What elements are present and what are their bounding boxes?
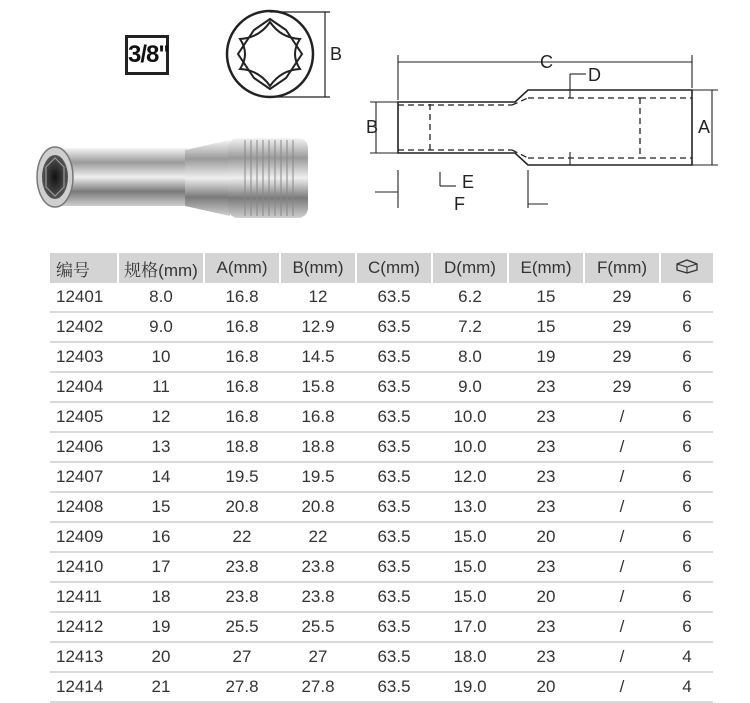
cell-b: 16.8 <box>280 402 356 432</box>
table-header-row <box>50 253 713 283</box>
cell-spec: 11 <box>118 372 204 402</box>
table-row <box>50 612 713 642</box>
cell-box-qty: 6 <box>660 522 713 552</box>
cell-c: 63.5 <box>356 432 432 462</box>
table-row <box>50 283 713 312</box>
cell-box-qty: 6 <box>660 432 713 462</box>
cell-d: 15.0 <box>432 582 508 612</box>
table-row <box>50 312 713 342</box>
cell-spec: 8.0 <box>118 283 204 312</box>
cell-c: 63.5 <box>356 522 432 552</box>
header-d: D(mm) <box>432 253 508 283</box>
cell-a: 23.8 <box>204 552 280 582</box>
cell-e: 15 <box>508 312 584 342</box>
cell-code: 12410 <box>50 552 118 582</box>
cell-code: 12411 <box>50 582 118 612</box>
cell-d: 10.0 <box>432 432 508 462</box>
cell-a: 16.8 <box>204 283 280 312</box>
cell-code: 12412 <box>50 612 118 642</box>
cell-f: / <box>584 522 660 552</box>
drive-size-badge: 3/8" <box>125 35 169 75</box>
cell-box-qty: 6 <box>660 283 713 312</box>
cell-c: 63.5 <box>356 312 432 342</box>
cell-f: 29 <box>584 312 660 342</box>
cell-code: 12403 <box>50 342 118 372</box>
header-code: 编号 <box>50 253 118 283</box>
cell-d: 7.2 <box>432 312 508 342</box>
table-row <box>50 372 713 402</box>
cell-b: 12.9 <box>280 312 356 342</box>
cell-e: 20 <box>508 672 584 702</box>
cell-spec: 19 <box>118 612 204 642</box>
cell-spec: 9.0 <box>118 312 204 342</box>
table-row <box>50 342 713 372</box>
cell-c: 63.5 <box>356 642 432 672</box>
cell-a: 23.8 <box>204 582 280 612</box>
cell-c: 63.5 <box>356 552 432 582</box>
cell-c: 63.5 <box>356 612 432 642</box>
cell-e: 23 <box>508 402 584 432</box>
cell-box-qty: 6 <box>660 402 713 432</box>
cell-d: 12.0 <box>432 462 508 492</box>
cell-spec: 16 <box>118 522 204 552</box>
cell-c: 63.5 <box>356 342 432 372</box>
cell-code: 12407 <box>50 462 118 492</box>
cell-code: 12401 <box>50 283 118 312</box>
header-f: F(mm) <box>584 253 660 283</box>
cell-e: 19 <box>508 342 584 372</box>
cell-e: 20 <box>508 582 584 612</box>
cell-d: 17.0 <box>432 612 508 642</box>
header-b: B(mm) <box>280 253 356 283</box>
cell-f: 29 <box>584 283 660 312</box>
cell-c: 63.5 <box>356 283 432 312</box>
cell-b: 15.8 <box>280 372 356 402</box>
table-row <box>50 522 713 552</box>
cell-b: 12 <box>280 283 356 312</box>
cell-code: 12405 <box>50 402 118 432</box>
cell-code: 12414 <box>50 672 118 702</box>
diagram-b-label: B <box>366 117 379 137</box>
dimension-lines <box>370 55 718 208</box>
cell-box-qty: 6 <box>660 492 713 522</box>
header-e: E(mm) <box>508 253 584 283</box>
cell-f: / <box>584 402 660 432</box>
cell-e: 23 <box>508 372 584 402</box>
cell-f: / <box>584 432 660 462</box>
dimension-diagram <box>0 0 750 245</box>
cell-e: 15 <box>508 283 584 312</box>
diagram-f-label: F <box>454 194 465 214</box>
cell-e: 23 <box>508 492 584 522</box>
cell-c: 63.5 <box>356 672 432 702</box>
cell-box-qty: 6 <box>660 582 713 612</box>
cell-code: 12404 <box>50 372 118 402</box>
cell-d: 10.0 <box>432 402 508 432</box>
diagram-a-label: A <box>698 117 711 137</box>
cell-code: 12406 <box>50 432 118 462</box>
cell-b: 25.5 <box>280 612 356 642</box>
cell-e: 23 <box>508 612 584 642</box>
diagram-c-label: C <box>540 52 553 72</box>
hex-b-label: B <box>330 44 343 64</box>
cell-a: 16.8 <box>204 342 280 372</box>
cell-d: 15.0 <box>432 522 508 552</box>
table-row <box>50 492 713 522</box>
cell-a: 16.8 <box>204 312 280 342</box>
cell-a: 16.8 <box>204 372 280 402</box>
diagram-e-label: E <box>462 172 475 192</box>
cell-spec: 15 <box>118 492 204 522</box>
header-a: A(mm) <box>204 253 280 283</box>
cell-b: 19.5 <box>280 462 356 492</box>
table-row <box>50 672 713 702</box>
cell-code: 12408 <box>50 492 118 522</box>
cell-b: 22 <box>280 522 356 552</box>
socket-outline <box>398 90 692 165</box>
cell-spec: 20 <box>118 642 204 672</box>
cell-a: 25.5 <box>204 612 280 642</box>
cell-c: 63.5 <box>356 492 432 522</box>
cell-b: 20.8 <box>280 492 356 522</box>
cell-d: 13.0 <box>432 492 508 522</box>
cell-spec: 17 <box>118 552 204 582</box>
cell-spec: 12 <box>118 402 204 432</box>
table-row <box>50 642 713 672</box>
cell-d: 19.0 <box>432 672 508 702</box>
cell-box-qty: 6 <box>660 552 713 582</box>
hidden-lines <box>398 98 692 158</box>
cell-spec: 18 <box>118 582 204 612</box>
cell-f: / <box>584 462 660 492</box>
cell-b: 23.8 <box>280 582 356 612</box>
cell-box-qty: 6 <box>660 342 713 372</box>
cell-f: 29 <box>584 372 660 402</box>
spec-table <box>50 253 713 703</box>
cell-f: / <box>584 612 660 642</box>
cell-e: 23 <box>508 432 584 462</box>
cell-a: 19.5 <box>204 462 280 492</box>
cell-box-qty: 6 <box>660 312 713 342</box>
header-box-qty <box>660 253 713 283</box>
cell-code: 12409 <box>50 522 118 552</box>
cell-e: 23 <box>508 552 584 582</box>
header-spec: 规格(mm) <box>118 253 204 283</box>
cell-f: / <box>584 582 660 612</box>
cell-a: 27.8 <box>204 672 280 702</box>
cell-f: 29 <box>584 342 660 372</box>
cell-b: 27.8 <box>280 672 356 702</box>
cell-box-qty: 6 <box>660 462 713 492</box>
table-row <box>50 462 713 492</box>
cell-code: 12402 <box>50 312 118 342</box>
cell-f: / <box>584 672 660 702</box>
table-row <box>50 582 713 612</box>
cell-f: / <box>584 492 660 522</box>
cell-e: 23 <box>508 642 584 672</box>
cell-c: 63.5 <box>356 582 432 612</box>
box-icon <box>675 258 699 274</box>
table-row <box>50 402 713 432</box>
cell-code: 12413 <box>50 642 118 672</box>
cell-b: 18.8 <box>280 432 356 462</box>
table-row <box>50 432 713 462</box>
cell-f: / <box>584 552 660 582</box>
cell-d: 6.2 <box>432 283 508 312</box>
cell-spec: 21 <box>118 672 204 702</box>
cell-c: 63.5 <box>356 402 432 432</box>
cell-e: 23 <box>508 462 584 492</box>
cell-b: 23.8 <box>280 552 356 582</box>
cell-c: 63.5 <box>356 372 432 402</box>
cell-spec: 13 <box>118 432 204 462</box>
cell-box-qty: 4 <box>660 672 713 702</box>
cell-e: 20 <box>508 522 584 552</box>
cell-d: 15.0 <box>432 552 508 582</box>
cell-d: 18.0 <box>432 642 508 672</box>
cell-f: / <box>584 642 660 672</box>
cell-box-qty: 4 <box>660 642 713 672</box>
cell-a: 20.8 <box>204 492 280 522</box>
diagram-d-label: D <box>588 65 601 85</box>
cell-box-qty: 6 <box>660 372 713 402</box>
cell-a: 27 <box>204 642 280 672</box>
table-body <box>50 283 713 702</box>
cell-a: 22 <box>204 522 280 552</box>
table-row <box>50 552 713 582</box>
cell-c: 63.5 <box>356 462 432 492</box>
cell-a: 18.8 <box>204 432 280 462</box>
cell-spec: 14 <box>118 462 204 492</box>
cell-b: 14.5 <box>280 342 356 372</box>
cell-a: 16.8 <box>204 402 280 432</box>
header-c: C(mm) <box>356 253 432 283</box>
cell-d: 9.0 <box>432 372 508 402</box>
cell-spec: 10 <box>118 342 204 372</box>
cell-box-qty: 6 <box>660 612 713 642</box>
cell-b: 27 <box>280 642 356 672</box>
cell-d: 8.0 <box>432 342 508 372</box>
